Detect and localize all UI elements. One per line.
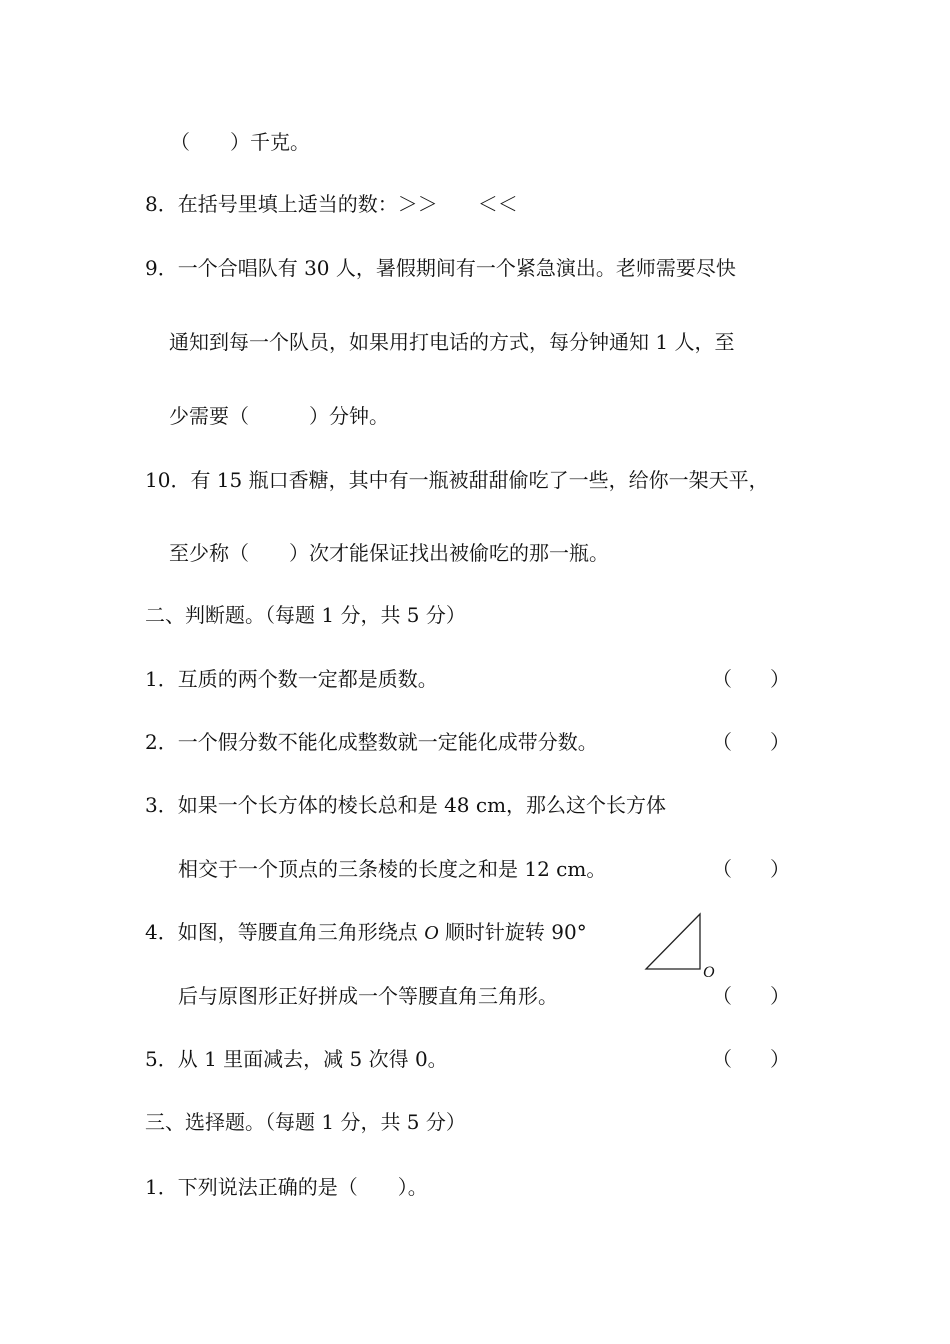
answer-paren-close: ） (770, 984, 790, 1008)
q7-continuation: （ ）千克。 (170, 130, 310, 154)
q9-line2: 通知到每一个队员，如果用打电话的方式，每分钟通知 1 人，至 (169, 330, 735, 354)
answer-paren-close: ） (770, 730, 790, 754)
answer-paren-open: （ (712, 667, 732, 691)
judge-q1: 1．互质的两个数一定都是质数。 (145, 667, 438, 691)
judge-q5: 5．从 1 里面减去，减 5 次得 0。 (145, 1047, 448, 1071)
q4-text-a: 4．如图，等腰直角三角形绕点 (145, 920, 425, 944)
choice-q1: 1．下列说法正确的是（ ）。 (145, 1175, 428, 1199)
figure-label-o: O (703, 964, 715, 981)
q4-text-b: 顺时针旋转 90° (438, 920, 587, 944)
judge-q2: 2．一个假分数不能化成整数就一定能化成带分数。 (145, 730, 598, 754)
judge-q4-line1 (145, 920, 587, 945)
answer-paren-open: （ (712, 857, 732, 881)
q9-line1: 9．一个合唱队有 30 人，暑假期间有一个紧急演出。老师需要尽快 (145, 256, 736, 280)
answer-paren-open: （ (712, 1047, 732, 1071)
q4-point-o: O (424, 922, 439, 944)
judge-q3-line2: 相交于一个顶点的三条棱的长度之和是 12 cm。 (178, 857, 607, 881)
answer-paren-close: ） (770, 1047, 790, 1071)
judge-q4-line2: 后与原图形正好拼成一个等腰直角三角形。 (178, 984, 558, 1008)
judge-q3-line1: 3．如果一个长方体的棱长总和是 48 cm，那么这个长方体 (145, 793, 667, 817)
section-heading-choice: 三、选择题。（每题 1 分，共 5 分） (145, 1110, 466, 1134)
answer-paren-open: （ (712, 730, 732, 754)
q9-line3: 少需要（ ）分钟。 (169, 404, 389, 428)
answer-paren-close: ） (770, 667, 790, 691)
section-heading-judge: 二、判断题。（每题 1 分，共 5 分） (145, 603, 466, 627)
q10-line2: 至少称（ ）次才能保证找出被偷吃的那一瓶。 (169, 541, 609, 565)
q10-line1: 10．有 15 瓶口香糖，其中有一瓶被甜甜偷吃了一些，给你一架天平， (145, 468, 769, 492)
q8-text: 8．在括号里填上适当的数：＞＞ ＜＜ (145, 192, 518, 216)
answer-paren-close: ） (770, 857, 790, 881)
answer-paren-open: （ (712, 984, 732, 1008)
